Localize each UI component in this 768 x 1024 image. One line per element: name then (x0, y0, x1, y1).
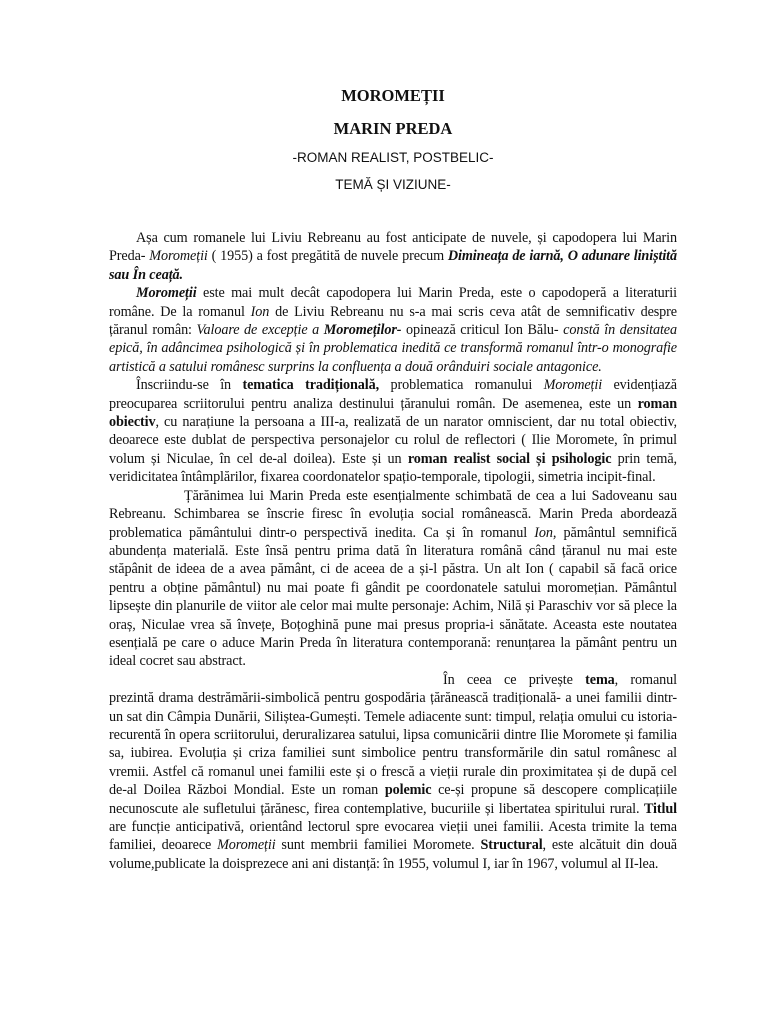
text-run: polemic (384, 782, 432, 799)
text-run: Ion (250, 303, 270, 320)
paragraph (109, 229, 677, 284)
document-body (109, 229, 677, 873)
text-run: Așa cum romanele lui Liviu Rebreanu au fost anticipate de nuvele, și capodopera lui Marin Preda- (109, 230, 677, 265)
text-run: roman realist social și psihologic (407, 450, 612, 467)
text-run: Dimineața de iarnă, O adunare liniștită sau În ceață. (109, 248, 678, 283)
document-title: MOROMEȚII (341, 86, 445, 105)
text-run: prin temă, veridicitatea întâmplărilor, fixarea coordonatelor spațio-temporale, tipologii, simetria incipit-final. (109, 450, 677, 486)
text-run: sunt membrii familiei Moromete. (275, 837, 481, 854)
text-run: evidențiază preocuparea scriitorului pentru analiza destinului țăranului român. De asemenea, este un (109, 377, 677, 412)
text-run: , este alcătuit din două volume,publicate la doisprezece ani ani distanță: în 1955, volumul I, iar în 1967, volumul al II-lea. (109, 837, 678, 872)
paragraph (109, 284, 677, 376)
text-run: are funcție anticipativă, orientând lectorul spre evocarea vieții unei familii. Acesta trimite la tema familiei, deoarece (109, 819, 677, 854)
text-run: roman obiectiv (109, 395, 677, 431)
text-run: tematica tradițională, (242, 377, 380, 394)
text-run: de Liviu Rebreanu nu s-a mai scris ceva atât de semnificativ despre țăranul român: (109, 303, 678, 339)
text-run: tema (585, 671, 615, 688)
text-run: Moromeților- (323, 322, 402, 339)
text-run: Moromeții (543, 377, 603, 394)
text-run: În ceea ce privește (443, 671, 586, 688)
text-run: Moromeții (149, 248, 208, 265)
text-run: constă în densitatea epică, în adâncimea psihologică și în problematica inedită ce transformă romanul într-o monografie artistică a satului românesc surprins la confluența a două orânduiri sociale antagonice. (109, 322, 677, 375)
text-run: pământul semnifică abundența materială. Este însă pentru prima dată în literatura română când țăranul nu mai este stăpânit de ideea de a avea pământ, ci de aceea de a și-l păstra. Un alt Ion ( capabil să facă orice pentru a obține pământul) nu mai poate fi gândit pe coordonatele satului moromețian. Pământul lipsește din planurile de viitor ale celor mai multe personaje: Achim, Nilă și Paraschiv vor să plece la oraș, Niculae vrea să învețe, Boțoghină pune mai presus propria-i sănătate. Aceasta este noutatea esențială pe care o aduce Marin Preda în literatura contemporană: renunțarea la pământ pentru un ideal cocret sau abstract. (109, 524, 678, 670)
text-run: Înscriindu-se în (136, 377, 243, 394)
text-run: ce-și propune să descopere complicațiile necunoscute ale sufletului țărănesc, firea contemplative, bucuriile și libertatea spiritului rural. (109, 782, 677, 817)
text-run: este mai mult decât capodopera lui Marin Preda, este o capodoperă a literaturii române. De la romanul (109, 285, 677, 320)
text-run: Moromeții (136, 285, 197, 302)
author-name: MARIN PREDA (333, 119, 453, 138)
text-run: Titlul (643, 800, 677, 817)
paragraph (109, 487, 677, 671)
text-run: Structural (480, 837, 543, 854)
text-run: Valoare de excepție a (196, 322, 324, 339)
subtitle-genre: -ROMAN REALIST, POSTBELIC- (292, 150, 494, 165)
text-run: Țărănimea lui Marin Preda este esențialmente schimbată de cea a lui Sadoveanu sau Rebreanu. Schimbarea se înscrie firesc în evoluția social românească. Marin Preda abordează problematica pământului dintr-o perspectivă inedita. Ca și în romanul (109, 487, 677, 541)
text-run: , cu narațiune la persoana a III-a, realizată de un narator omniscient, dar nu total obiectiv, deoarece este dublat de perspectiva personajelor cu rolul de reflectori ( Ilie Moromete, în primul volum și Niculae, în cel de-al doilea). Este și un (109, 414, 677, 467)
text-run: opinează criticul Ion Bălu- (401, 322, 564, 339)
text-run: Moromeții (217, 837, 276, 854)
paragraph (109, 671, 677, 873)
text-run: problematica romanului (379, 377, 544, 394)
text-run: Ion, (534, 524, 557, 541)
text-run: , romanul prezintă drama destrămării-simbolică pentru gospodăria țărănească tradițională- a unei familii dintr-un sat din Câmpia Dunării, Siliștea-Gumești. Temele adiacente sunt: timpul, relația omului cu istoria- recurentă în opera scriitorului, deruralizarea satului, lipsa comunicării dintre Ilie Moromete și familia sa, iubirea. Evoluția și criza familiei sunt simbolice pentru transformările din satul românesc al vremii. Astfel că romanul unei familii este și o frescă a vieții rurale din proximitatea și de după cel de-al Doilea Război Mondial. Este un roman (109, 671, 677, 799)
paragraph (109, 376, 677, 486)
subtitle-topic: TEMĂ ȘI VIZIUNE- (335, 177, 451, 192)
text-run: ( 1955) a fost pregătită de nuvele precum (207, 248, 448, 265)
